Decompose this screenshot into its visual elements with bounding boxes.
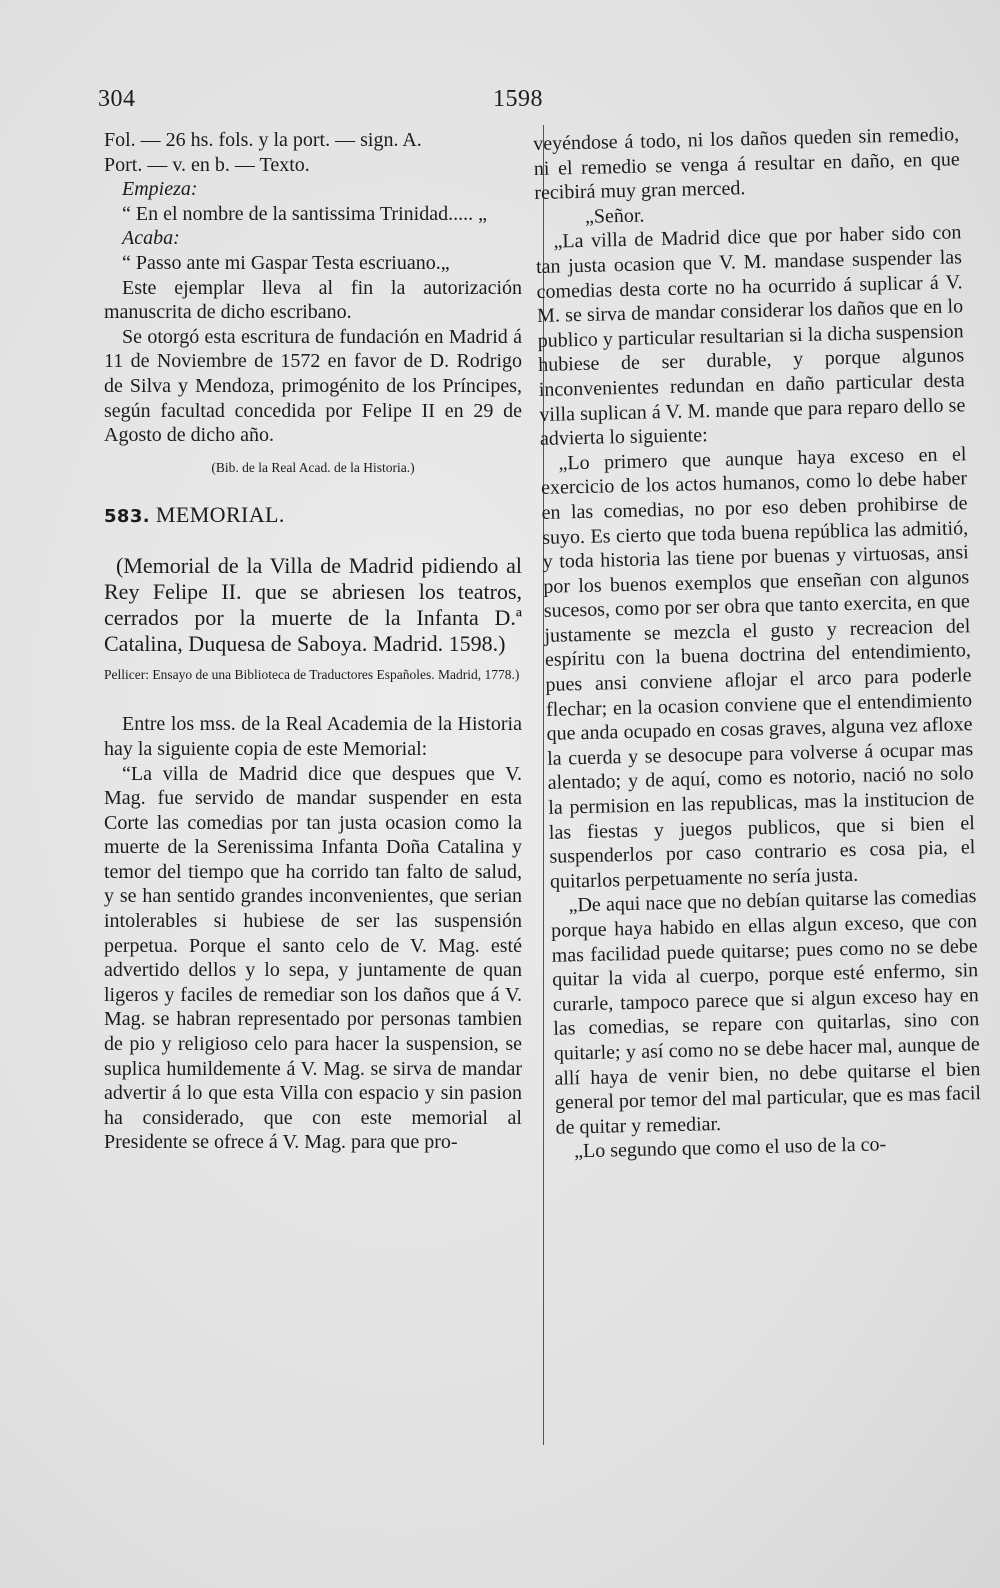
- body-paragraph: veyéndose á todo, ni los daños queden sin remedio, ni el remedio se venga á resultar en daño, en que recibirá muy gran merced.: [533, 123, 960, 205]
- memorial-title: (Memorial de la Villa de Madrid pidiendo al Rey Felipe II. que se abriesen los teatros, cerrados por la muerte de la Infanta D.ª Catalina, Duquesa de Saboya. Madrid. 1598.): [104, 553, 522, 657]
- body-paragraph: „Lo segundo que como el uso de la co-: [573, 1133, 887, 1163]
- explicit-label: Acaba:: [122, 227, 180, 250]
- running-head-year: 1598: [493, 86, 543, 112]
- entry-number: 583.: [104, 505, 151, 527]
- incipit-label: Empieza:: [122, 178, 198, 201]
- note-paragraph: Este ejemplar lleva al fin la autorización manuscrita de dicho escribano.: [104, 276, 522, 324]
- entry-heading: [104, 503, 522, 530]
- salutation: „Señor.: [584, 204, 645, 228]
- source-citation: Pellicer: Ensayo de una Biblioteca de Traductores Españoles. Madrid, 1778.): [104, 667, 520, 683]
- page-number: 304: [98, 86, 136, 112]
- body-paragraph: “La villa de Madrid dice que despues que V. Mag. fue servido de mandar suspender en esta Corte las comedias por tan justa ocasion como la muerte de la Serenissima Infanta Doña Catalina y temor del tiempo que ha corrido tan falto de salud, y se han sentido grandes inconvenientes, que serian intolerables si hubiese de ser las suspensión perpetua. Porque el santo celo de V. Mag. esté advertido dellos y lo sepa, y juntamente de quan ligeros y faciles de remediar son los daños que á V. Mag. se habran representado por personas tambien de pio y religioso celo para hacer la suspension, se suplica humildemente á V. Mag. se sirva de mandar advertir á lo que esta Villa con espacio y sin pasion ha considerado, que con este memorial al Presidente se ofrece á V. Mag. para que pro-: [104, 762, 522, 1154]
- body-paragraph: Entre los mss. de la Real Academia de la Historia hay la siguiente copia de este Memorial:: [104, 713, 522, 760]
- explicit-text: “ Passo ante mi Gaspar Testa escriuano.„: [122, 251, 450, 274]
- source-citation: (Bib. de la Real Acad. de la Historia.): [211, 459, 415, 475]
- left-column: [104, 128, 522, 1155]
- incipit-text: “ En el nombre de la santissima Trinidad..... „: [122, 202, 487, 225]
- right-column: [533, 122, 982, 1164]
- body-paragraph: „De aqui nace que no debían quitarse las comedias porque haya habido en ellas algun exceso, que con mas facilidad puede quitarse; pues como no se debe quitar la vida al cuerpo, porque esté enfermo, sin curarle, tampoco parece que si algun exceso hay en las comedias, se repare con quitarlas, sino con quitarle; y así como no se debe hacer mal, aunque de allí haya de venir bien, no debe quitarse el bien general por temor del mal particular, que es mas facil de quitar y remediar.: [550, 885, 982, 1139]
- collation-line: Fol. — 26 hs. fols. y la port. — sign. A.: [104, 129, 422, 151]
- note-paragraph: Se otorgó esta escritura de fundación en Madrid á 11 de Noviembre de 1572 en favor de D. Rodrigo de Silva y Mendoza, primogénito de los Príncipes, según facultad concedida por Felipe II en 29 de Agosto de dicho año.: [104, 325, 522, 447]
- body-paragraph: „Lo primero que aunque haya exceso en el exercicio de los actos humanos, como lo debe haber en las comedias, no por eso deben prohibirse de suyo. Es cierto que toda buena república las admitió, y toda historia las tiene por buenas y virtuosas, ansi por los buenos exemplos que enseñan con algunos sucesos, como por ser obra que tanto exercita, en que justamente se mezcla el gusto y recreacion del espíritu con la buena doctrina del entendimiento, pues ansi conviene aflojar el arco para poderle flechar; en la ocasion conviene que el entendimiento que anda ocupado en cosas graves, alguna vez afloxe la cuerda y se desocupe para volverse á ocupar mas alentado; y de aquí, como es notorio, nació no solo la permision en las republicas, mas la institucion de las fiestas y juegos publicos, que si bien el suspenderlos por caso contrario es cosa pia, el quitarlos perpetuamente no sería justa.: [540, 442, 976, 893]
- collation-line: Port. — v. en b. — Texto.: [104, 153, 310, 176]
- body-paragraph: „La villa de Madrid dice que por haber sido con tan justa ocasion que V. M. mandase suspender las comedias desta corte no ha ocurrido á suplicar á V. M. se sirva de mandar considerar los daños que en lo publico y particular resultarian si la dicha suspension hubiese de ser durable, y porque algunos inconvenientes redundan en daño particular desta villa suplican á V. M. mande que para reparo dello se advierta lo siguiente:: [535, 221, 966, 451]
- entry-title: MEMORIAL.: [155, 501, 285, 527]
